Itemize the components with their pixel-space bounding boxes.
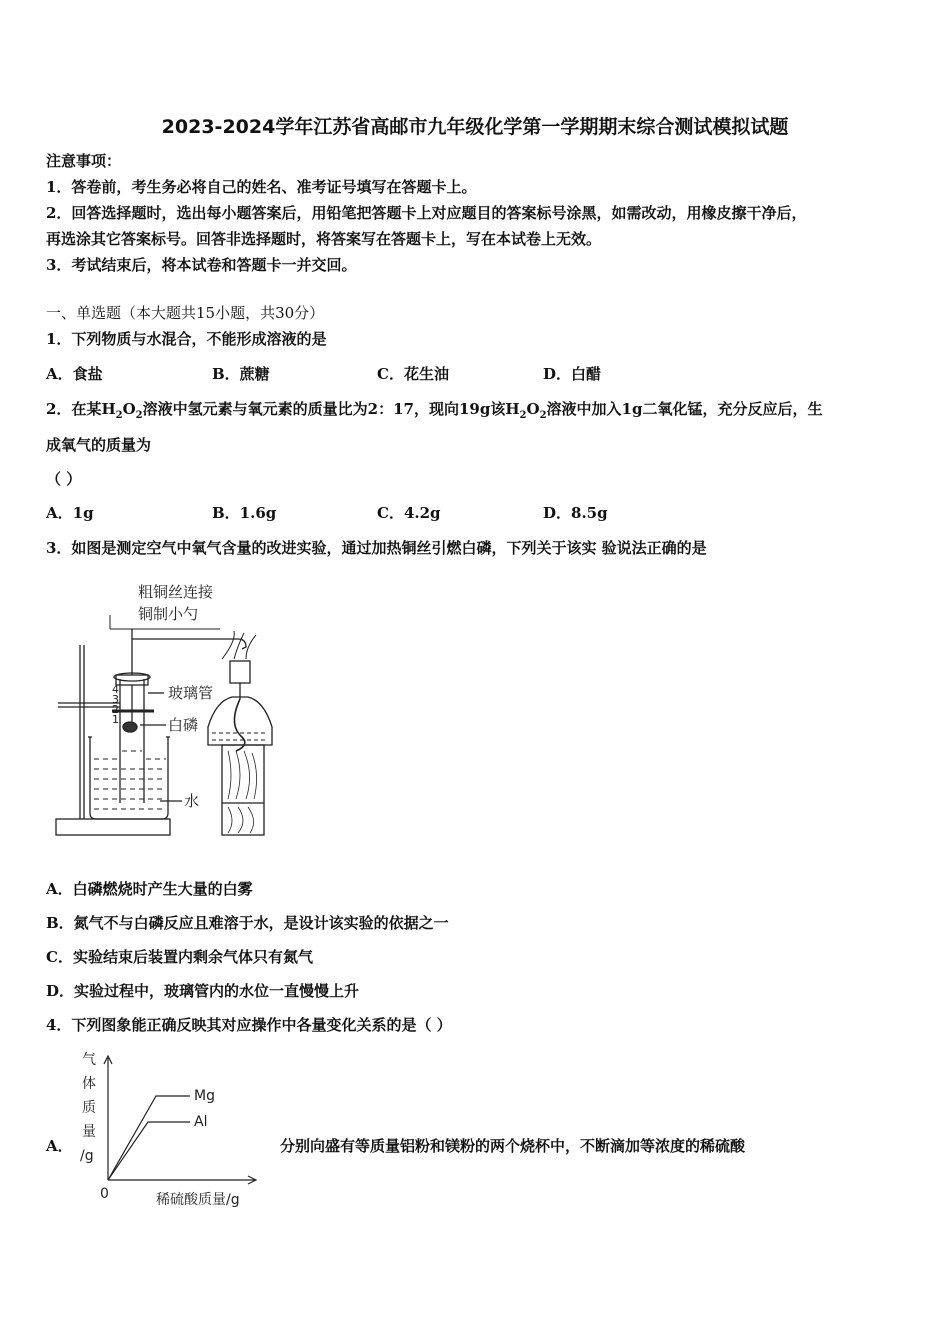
q2-option-c[interactable]: C．4.2g	[377, 504, 441, 522]
label-water: 水	[184, 792, 200, 810]
q2-option-d[interactable]: D．8.5g	[543, 504, 608, 522]
formula-sub: 2	[539, 410, 547, 421]
question-1-stem: 1．下列物质与水混合，不能形成溶液的是	[46, 330, 327, 348]
question-2-stem	[46, 398, 822, 421]
q3-option-a[interactable]: A．白磷燃烧时产生大量的白雾	[46, 880, 253, 898]
q2-text: 2．在某	[46, 400, 102, 418]
x-axis-label: 稀硫酸质量/g	[156, 1192, 240, 1208]
formula-h: H	[101, 400, 116, 418]
series-al-line	[108, 1122, 190, 1180]
formula-sub: 2	[519, 410, 527, 421]
q2-text: 溶液中氢元素与氧元素的质量比为2：17，现向19g该	[142, 400, 506, 418]
white-phosphorus	[123, 722, 137, 732]
label-glass-tube: 玻璃管	[168, 684, 214, 702]
q2-option-b[interactable]: B．1.6g	[212, 504, 277, 522]
formula-sub: 2	[135, 410, 143, 421]
scale-mark: 3	[112, 693, 119, 706]
q3-option-b[interactable]: B．氮气不与白磷反应且难溶于水，是设计该实验的依据之一	[46, 914, 449, 932]
y-label-char: 量	[82, 1124, 96, 1140]
page-title: 2023-2024学年江苏省高邮市九年级化学第一学期期末综合测试模拟试题	[161, 116, 789, 138]
lamp-wick-holder	[230, 661, 250, 683]
formula-sub: 2	[115, 410, 123, 421]
formula-o: O	[122, 400, 136, 418]
gas-mass-chart	[70, 1048, 270, 1213]
notice-item: 2．回答选择题时，选出每小题答案后，用铅笔把答题卡上对应题目的答案标号涂黑，如需改动，用橡皮擦干净后，	[46, 204, 807, 222]
apparatus-figure	[50, 575, 290, 845]
notice-item: 3．考试结束后，将本试卷和答题卡一并交回。	[46, 256, 357, 274]
question-2-line2: 成氧气的质量为	[46, 436, 152, 454]
y-label-char: 气	[82, 1052, 96, 1068]
notice-item: 1．答卷前，考生务必将自己的姓名、准考证号填写在答题卡上。	[46, 178, 477, 196]
notice-heading: 注意事项：	[46, 152, 122, 170]
scale-mark: 1	[112, 713, 119, 726]
copper-wire	[132, 639, 246, 675]
y-label-unit: /g	[80, 1148, 94, 1164]
y-label-char: 质	[82, 1100, 96, 1116]
label-white-phosphorus: 白磷	[168, 716, 199, 734]
label-copper-wire: 粗铜丝连接	[138, 583, 214, 601]
q1-option-d[interactable]: D．白醋	[543, 365, 602, 383]
series-label-mg: Mg	[194, 1088, 215, 1104]
beaker	[90, 737, 168, 819]
q2-option-a[interactable]: A．1g	[46, 504, 94, 522]
q4-option-a-text: 分别向盛有等质量铝粉和镁粉的两个烧杯中，不断滴加等浓度的稀硫酸	[280, 1137, 746, 1155]
q1-option-b[interactable]: B．蔗糖	[212, 365, 270, 383]
notice-item: 再选涂其它答案标号。回答非选择题时，将答案写在答题卡上，写在本试卷上无效。	[46, 230, 602, 248]
series-mg-line	[108, 1096, 190, 1180]
formula-h: H	[505, 400, 520, 418]
y-label-char: 体	[82, 1076, 96, 1092]
flame	[222, 631, 256, 659]
q3-option-d[interactable]: D．实验过程中，玻璃管内的水位一直慢慢上升	[46, 982, 360, 1000]
origin-label: 0	[100, 1186, 109, 1202]
q4-option-a-label[interactable]: A．	[46, 1137, 73, 1155]
formula-o: O	[526, 400, 540, 418]
answer-paren: （ ）	[46, 470, 82, 488]
q2-text: 溶液中加入1g二氧化锰，充分反应后，生	[546, 400, 823, 418]
scale-mark: 4	[112, 683, 119, 696]
q1-option-c[interactable]: C．花生油	[377, 365, 449, 383]
question-4-stem: 4．下列图象能正确反映其对应操作中各量变化关系的是（ ）	[46, 1016, 452, 1034]
scale-mark: 2	[112, 703, 119, 716]
series-label-al: Al	[194, 1114, 208, 1130]
q3-option-c[interactable]: C．实验结束后装置内剩余气体只有氮气	[46, 948, 313, 966]
alcohol-lamp	[208, 697, 272, 745]
stand-base	[56, 819, 170, 835]
q1-option-a[interactable]: A．食盐	[46, 365, 103, 383]
section-heading: 一、单选题（本大题共15小题，共30分）	[46, 304, 325, 322]
label-copper-spoon: 铜制小勺	[138, 605, 199, 623]
question-3-stem: 3．如图是测定空气中氧气含量的改进实验，通过加热铜丝引燃白磷，下列关于该实 验说法正确的是	[46, 539, 707, 557]
